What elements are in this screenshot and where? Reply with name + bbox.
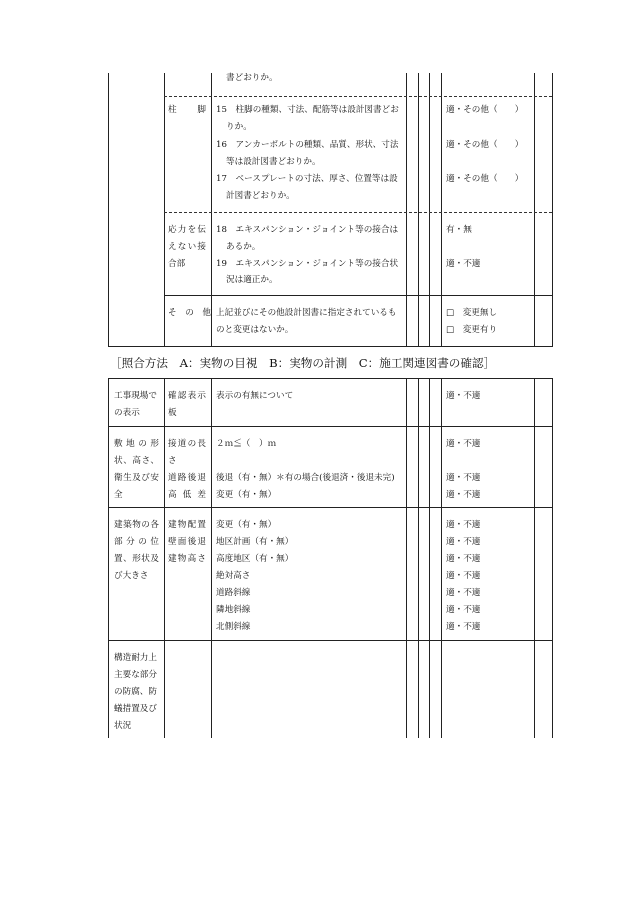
category-building-3: 置、形状及 bbox=[114, 554, 159, 564]
checkbox-no-change: □ 変更無し bbox=[446, 308, 498, 318]
judgment-display: 適・不適 bbox=[446, 391, 481, 401]
judgment-setback: 適・不適 bbox=[446, 473, 481, 483]
category-structural-2: 主要な部分 bbox=[114, 670, 157, 680]
item-19: 19 エキスパンション・ジョイント等の接合状 bbox=[216, 259, 399, 269]
sub-wall-setback: 壁面後退 bbox=[168, 537, 206, 547]
category-label-joint-2: えない接 bbox=[168, 242, 206, 252]
item-text: 書どおりか。 bbox=[226, 73, 278, 83]
category-site-display-cont: の表示 bbox=[114, 408, 140, 418]
list-item: 地区計画（有・無） bbox=[216, 537, 294, 547]
judgment: 適・不適 bbox=[446, 588, 481, 598]
sub-road-setback: 道路後退 bbox=[168, 473, 206, 483]
item-19-cont: 況は適正か。 bbox=[226, 275, 278, 285]
item-17-cont: 計図書どおりか。 bbox=[226, 191, 295, 201]
list-item: 高度地区（有・無） bbox=[216, 554, 294, 564]
judgment: 適・不適 bbox=[446, 537, 481, 547]
category-structural: 構造耐力上 bbox=[114, 653, 157, 663]
sub-height-difference: 高低差 bbox=[168, 490, 206, 500]
item-other: 上記並びにその他設計図書に指定されているも bbox=[216, 308, 397, 318]
judgment-15: 適・その他（ ） bbox=[446, 105, 524, 115]
judgment: 適・不適 bbox=[446, 605, 481, 615]
sub-road-frontage: 接道の長 bbox=[168, 439, 206, 449]
judgment-16: 適・その他（ ） bbox=[446, 140, 524, 150]
list-item: 道路斜線 bbox=[216, 588, 251, 598]
list-item: 絶対高さ bbox=[216, 571, 251, 581]
item-15: 15 柱脚の種類、寸法、配筋等は設計図書どお bbox=[216, 105, 399, 115]
category-site-display: 工事現場で bbox=[114, 391, 157, 401]
item-15-cont: りか。 bbox=[226, 122, 252, 132]
judgment: 適・不適 bbox=[446, 622, 481, 632]
category-lot-2: 状、高さ、 bbox=[114, 456, 159, 466]
sub-road-frontage-cont: さ bbox=[168, 456, 177, 466]
category-building: 建築物の各 bbox=[114, 520, 159, 530]
list-item: 変更（有・無） bbox=[216, 520, 277, 530]
category-structural-5: 状況 bbox=[114, 721, 132, 731]
item-other-cont: のと変更はないか。 bbox=[216, 325, 294, 335]
judgment: 適・不適 bbox=[446, 554, 481, 564]
list-item: 北側斜線 bbox=[216, 622, 251, 632]
category-structural-3: の防腐、防 bbox=[114, 687, 157, 697]
judgment: 適・不適 bbox=[446, 520, 481, 530]
sub-confirm-board: 確認表示 bbox=[168, 391, 206, 401]
judgment-19: 適・不適 bbox=[446, 259, 481, 269]
sub-building-height: 建物高さ bbox=[168, 554, 206, 564]
category-label-column-base: 柱 脚 bbox=[168, 105, 206, 115]
sub-confirm-board-cont: 板 bbox=[168, 408, 177, 418]
item-18-cont: あるか。 bbox=[226, 242, 261, 252]
category-lot: 敷地の形 bbox=[114, 439, 159, 449]
sub-building-layout: 建物配置 bbox=[168, 520, 206, 530]
item-18: 18 エキスパンション・ジョイント等の接合は bbox=[216, 225, 399, 235]
checkbox-changed: □ 変更有り bbox=[446, 325, 498, 335]
judgment-17: 適・その他（ ） bbox=[446, 174, 524, 184]
judgment: 適・不適 bbox=[446, 571, 481, 581]
item-17: 17 ベースプレートの寸法、厚さ、位置等は設 bbox=[216, 174, 398, 184]
category-lot-3: 衛生及び安 bbox=[114, 473, 159, 483]
method-heading: ［照合方法 A：実物の目視 B：実物の計測 C：施工関連図書の確認］ bbox=[110, 356, 496, 370]
category-lot-4: 全 bbox=[114, 490, 123, 500]
judgment-change: 適・不適 bbox=[446, 490, 481, 500]
item-16-cont: 等は設計図書どおりか。 bbox=[226, 157, 321, 167]
item-setback: 後退（有・無）＊有の場合(後退済・後退未完) bbox=[216, 473, 395, 483]
category-label-other: そ の 他 bbox=[168, 308, 211, 318]
category-label-joint: 応力を伝 bbox=[168, 225, 206, 235]
judgment-18: 有・無 bbox=[446, 225, 472, 235]
item-frontage-length: ２ｍ≦（ ）ｍ bbox=[216, 439, 277, 449]
category-building-2: 部分の位 bbox=[114, 537, 159, 547]
category-label-joint-3: 合部 bbox=[168, 259, 186, 269]
judgment-frontage: 適・不適 bbox=[446, 439, 481, 449]
item-change: 変更（有・無） bbox=[216, 490, 277, 500]
item-display-presence: 表示の有無について bbox=[216, 391, 294, 401]
category-structural-4: 蟻措置及び bbox=[114, 704, 157, 714]
list-item: 隣地斜線 bbox=[216, 605, 251, 615]
item-16: 16 アンカーボルトの種類、品質、形状、寸法 bbox=[216, 140, 399, 150]
category-building-4: び大きさ bbox=[114, 571, 149, 581]
